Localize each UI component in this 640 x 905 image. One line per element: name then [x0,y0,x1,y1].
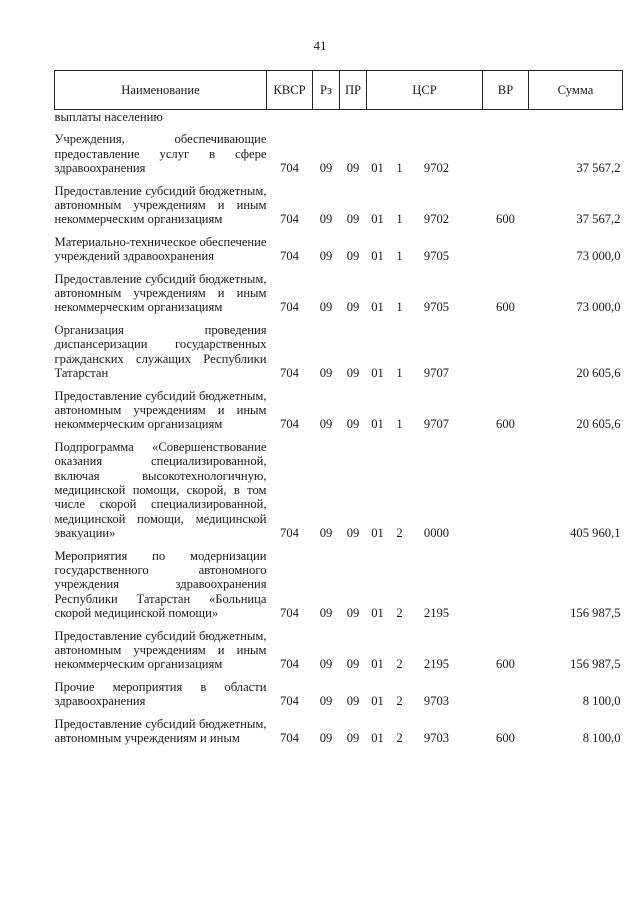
csr-part-1: 01 [371,606,384,621]
row-sum: 73 000,0 [576,300,621,315]
row-sum: 37 567,2 [576,212,621,227]
csr-part-3: 9703 [423,731,450,746]
row-csr [367,227,483,264]
row-vr [483,227,529,264]
row-csr [367,709,483,746]
row-vr [483,110,529,125]
row-kvsr: 704 [280,526,299,541]
header-sum: Сумма [529,71,623,110]
row-vr: 600 [496,212,515,227]
csr-part-1: 01 [371,366,384,381]
header-kvsr: КВСР [267,71,313,110]
csr-part-1: 01 [371,731,384,746]
row-vr [483,541,529,621]
row-name: Предоставление субсидий бюджетным, автономным учреждениям и иным некоммерческим организациям [54,183,267,227]
row-sum [529,110,623,125]
table-row [55,264,623,315]
row-kvsr [267,110,313,125]
row-name: Мероприятия по модернизации государственного автономного учреждения здравоохранения Республики Татарстан «Больница скорой медицинской помощи» [54,548,267,621]
row-name: Предоставление субсидий бюджетным, автономным учреждениям и иным некоммерческим организациям [54,271,267,315]
row-kvsr: 704 [280,161,299,176]
csr-part-2: 2 [396,526,403,541]
row-sum: 156 987,5 [570,657,621,672]
row-pr: 09 [346,694,360,709]
budget-table [54,70,622,745]
row-rz: 09 [319,657,333,672]
row-csr [367,124,483,175]
row-pr: 09 [346,161,360,176]
row-rz: 09 [319,694,333,709]
row-name: Прочие мероприятия в области здравоохранения [54,679,267,709]
csr-part-2: 1 [396,212,403,227]
csr-part-2: 1 [396,161,403,176]
csr-part-2: 2 [396,657,403,672]
row-rz: 09 [319,606,333,621]
csr-part-1: 01 [371,694,384,709]
row-csr [367,432,483,541]
row-csr [367,672,483,709]
row-kvsr: 704 [280,249,299,264]
header-pr: ПР [340,71,367,110]
csr-part-2: 2 [396,731,403,746]
row-kvsr: 704 [280,606,299,621]
row-rz [313,110,340,125]
row-sum: 20 605,6 [576,417,621,432]
table-header [55,71,623,110]
row-name: Учреждения, обеспечивающие предоставление услуг в сфере здравоохранения [54,132,267,176]
header-rz: Рз [313,71,340,110]
row-name: Организация проведения диспансеризации государственных гражданских служащих Республики Татарстан [54,322,267,381]
csr-part-2: 1 [396,249,403,264]
csr-part-2: 2 [396,694,403,709]
row-sum: 37 567,2 [576,161,621,176]
csr-part-1: 01 [371,300,384,315]
row-csr [367,264,483,315]
csr-part-1: 01 [371,657,384,672]
row-sum: 8 100,0 [582,694,621,709]
csr-part-1: 01 [371,161,384,176]
csr-part-1: 01 [371,417,384,432]
csr-part-3: 9705 [423,300,450,315]
row-pr [340,110,367,125]
table-row [55,541,623,621]
row-pr: 09 [346,212,360,227]
table-row [55,381,623,432]
row-rz: 09 [319,212,333,227]
row-csr [367,621,483,672]
row-sum: 73 000,0 [576,249,621,264]
row-vr [483,672,529,709]
row-pr: 09 [346,249,360,264]
table-row [55,110,623,125]
csr-part-2: 1 [396,366,403,381]
row-name: Предоставление субсидий бюджетным, автономным учреждениям и иным некоммерческим организациям [54,628,267,672]
row-kvsr: 704 [280,366,299,381]
row-vr: 600 [496,417,515,432]
row-vr [483,432,529,541]
row-sum: 156 987,5 [570,606,621,621]
table-row [55,124,623,175]
row-rz: 09 [319,526,333,541]
row-vr [483,124,529,175]
row-vr: 600 [496,731,515,746]
header-vr: ВР [483,71,529,110]
row-vr [483,315,529,381]
csr-part-3: 0000 [423,526,450,541]
table-row [55,621,623,672]
row-pr: 09 [346,526,360,541]
row-kvsr: 704 [280,694,299,709]
row-sum: 20 605,6 [576,366,621,381]
table-row [55,315,623,381]
row-pr: 09 [346,300,360,315]
row-kvsr: 704 [280,212,299,227]
csr-part-3: 2195 [423,606,450,621]
csr-part-1: 01 [371,249,384,264]
row-sum: 8 100,0 [582,731,621,746]
csr-part-3: 9707 [423,417,450,432]
row-sum: 405 960,1 [570,526,621,541]
table-row [55,672,623,709]
table-row [55,227,623,264]
row-name: Материально-техническое обеспечение учреждений здравоохранения [54,234,267,264]
csr-part-3: 9705 [423,249,450,264]
row-rz: 09 [319,300,333,315]
row-kvsr: 704 [280,300,299,315]
csr-part-2: 1 [396,417,403,432]
row-rz: 09 [319,417,333,432]
csr-part-3: 2195 [423,657,450,672]
page-number: 41 [313,38,327,53]
row-rz: 09 [319,249,333,264]
row-rz: 09 [319,161,333,176]
row-csr [367,315,483,381]
table-row [55,709,623,746]
header-csr: ЦСР [367,71,483,110]
csr-part-2: 2 [396,606,403,621]
row-name: Подпрограмма «Совершенствование оказания специализированной, включая высокотехнологичную, медицинской помощи, скорой, в том числе скорой специализированной, медицинской помощи, медицинской эвакуации» [54,439,267,541]
row-pr: 09 [346,731,360,746]
row-kvsr: 704 [280,731,299,746]
csr-part-2: 1 [396,300,403,315]
row-pr: 09 [346,606,360,621]
row-name: Предоставление субсидий бюджетным, автономным учреждениям и иным некоммерческим организациям [54,388,267,432]
csr-part-3: 9702 [423,161,450,176]
row-name: выплаты населению [54,110,163,124]
table-body [55,110,623,746]
row-csr [367,381,483,432]
row-csr [367,110,483,125]
row-pr: 09 [346,366,360,381]
csr-part-3: 9707 [423,366,450,381]
row-name: Предоставление субсидий бюджетным, автономным учреждениям и иным [54,716,267,746]
table-row [55,176,623,227]
csr-part-1: 01 [371,212,384,227]
row-csr [367,541,483,621]
table-row [55,432,623,541]
row-pr: 09 [346,417,360,432]
row-csr [367,176,483,227]
csr-part-3: 9703 [423,694,450,709]
header-name: Наименование [55,71,267,110]
csr-part-3: 9702 [423,212,450,227]
row-kvsr: 704 [280,657,299,672]
row-kvsr: 704 [280,417,299,432]
row-rz: 09 [319,366,333,381]
row-vr: 600 [496,300,515,315]
row-vr: 600 [496,657,515,672]
row-pr: 09 [346,657,360,672]
csr-part-1: 01 [371,526,384,541]
row-rz: 09 [319,731,333,746]
